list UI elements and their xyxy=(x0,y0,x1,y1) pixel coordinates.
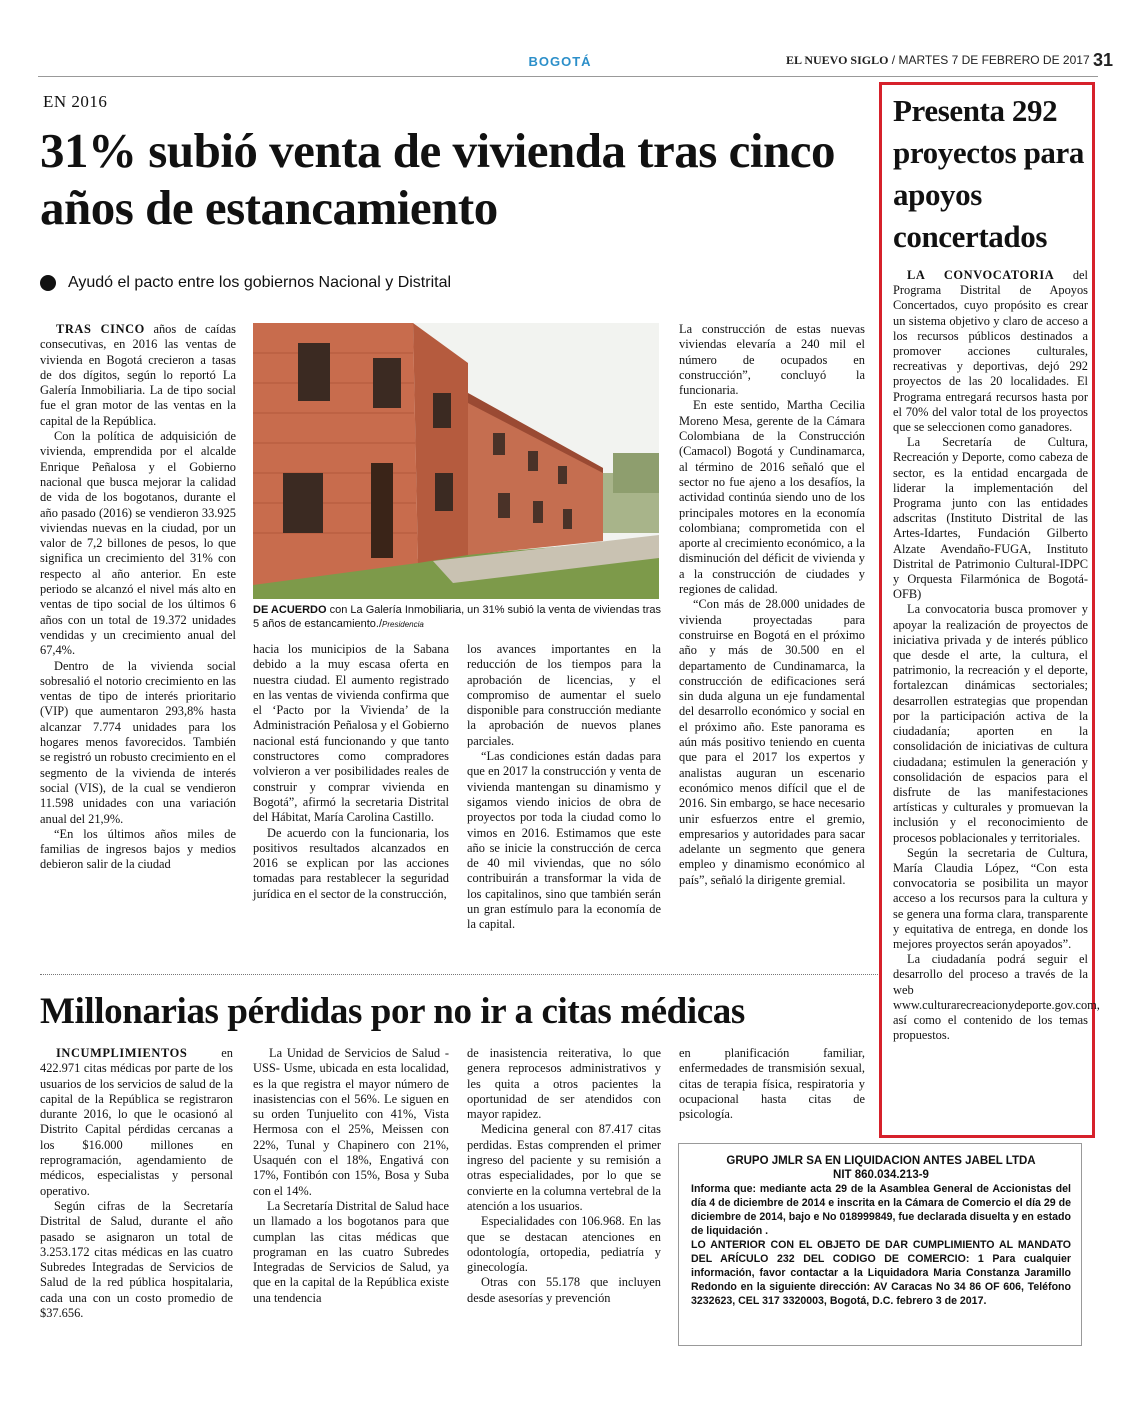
caption-text: con La Galería Inmobiliaria, un 31% subió la venta de viviendas tras 5 años de estancamiento./ xyxy=(253,604,662,630)
paragraph: De acuerdo con la funcionaria, los positivos resultados alcanzados en 2016 se explican por las acciones tomadas para restablecer la seguridad jurídica en el sector de la construcción, xyxy=(253,825,449,901)
article-column-2 xyxy=(253,642,449,902)
paragraph: Con la política de adquisición de vivienda, emprendida por el alcalde Enrique Peñalosa y el Gobierno nacional que busca mejorar la calidad de vida de los bogotanos, durante el año pasado (2016) se vendieron 33.925 viviendas nuevas en la ciudad, por un valor de 7,2 billones de pesos, lo que significa un crecimiento del 31% con respecto al año anterior. En este periodo se alcanzó el nivel más alto en ventas de tipo social de los últimos 6 años con un total de 19.372 unidades vendidas y un crecimiento anual del 67,4%. xyxy=(40,429,236,658)
section-label: BOGOTÁ xyxy=(528,54,592,69)
paragraph: Según cifras de la Secretaría Distrital de Salud, durante el año pasado se asignaron un total de 3.253.172 citas médicas en las cuatro Subredes Integradas de Servicios de Salud de la red pública hospitalaria, cada una con un costo promedio de $37.656. xyxy=(40,1198,233,1321)
notice-paragraph: LO ANTERIOR CON EL OBJETO DE DAR CUMPLIMIENTO AL MANDATO DEL ARÍCULO 232 DEL CODIGO DE COMERCIO: 1 Para cualquier información, favor contactar a la Liquidadora Maria Constanza Jaramillo Redondo en la siguiente dirección: AV Caracas No 34 86 OF 606, Teléfono 3232623, CEL 317 3320003, Bogotá, D.C. febrero 3 de 2017. xyxy=(691,1239,1071,1307)
paragraph: de inasistencia reiterativa, lo que genera reprocesos administrativos y les quita a otros pacientes la oportunidad de ser atendidos con mayor rapidez. xyxy=(467,1046,661,1122)
paragraph xyxy=(40,1046,233,1199)
page-number: 31 xyxy=(1092,50,1113,70)
paragraph: “En los últimos años miles de familias de ingresos bajos y medios debieron salir de la ciudad xyxy=(40,826,236,872)
paragraph: en planificación familiar, enfermedades de transmisión sexual, citas de terapia física, respiratoria y ocupacional hasta citas de psicología. xyxy=(679,1046,865,1122)
notice-paragraph: Informa que: mediante acta 29 de la Asamblea General de Accionistas del día 4 de diciembre de 2014 e inscrita en la Cámara de Comercio el día 29 de diciembre de 2014, bajo e No 018999849, fue declarada disuelta y en estado de liquidación . xyxy=(691,1183,1071,1237)
notice-title: GRUPO JMLR SA EN LIQUIDACION ANTES JABEL LTDA xyxy=(726,1155,1036,1167)
paragraph: Otras con 55.178 que incluyen desde asesorías y prevención xyxy=(467,1275,661,1305)
sidebar-title: Presenta 292 proyectos para apoyos concertados xyxy=(893,93,1084,254)
article-headline: 31% subió venta de vivienda tras cinco años de estancamiento xyxy=(40,123,835,235)
paragraph: “Las condiciones están dadas para que en 2017 la construcción y venta de vivienda mantengan su dinamismo y sigamos viendo inicios de obra de proyectos por toda la ciudad como lo vimos en 2016. Estimamos que este año se inicie la construcción de cerca de 40 mil viviendas, que no sólo contribuirán a transformar la vida de los capitalinos, sino que también serán un gran estímulo para la economía de la capital. xyxy=(467,749,661,932)
legal-notice xyxy=(678,1143,1082,1346)
paragraph: La Secretaría de Cultura, Recreación y Deporte, como cabeza de sector, es la entidad encargada de liderar la implementación del Programa junto con las entidades adscritas (Instituto Distrital de las Artes-Idartes, Fundación Gilberto Alzate Avendaño-FUGA, Instituto Distrital de Patrimonio Cultural-IDPC y Orquesta Filarmónica de Bogotá-OFB) xyxy=(893,435,1088,602)
photo-caption xyxy=(253,603,663,632)
paragraph xyxy=(40,322,236,429)
paragraph: La Secretaría Distrital de Salud hace un llamado a los bogotanos para que cumplan las citas médicas que programan en las cuatro Subredes Integradas de Servicios de Salud, ya que en la capital de la República existe una tendencia xyxy=(253,1198,449,1305)
issue-date: / MARTES 7 DE FEBRERO DE 2017 xyxy=(891,53,1090,67)
caption-lead: DE ACUERDO xyxy=(253,604,327,616)
paragraph xyxy=(893,268,1088,435)
paragraph-text: del Programa Distrital de Apoyos Concertados, cuyo propósito es crear un sistema objetivo y claro de acceso a los recursos públicos destinados a promover acciones culturales, recreativas y deportivas, dejó 292 proyectos de las 20 localidades. El Programa entregará recursos hasta por el 70% del valor total de los proyectos que se seleccionen como ganadores. xyxy=(893,268,1088,435)
paragraph: Según la secretaria de Cultura, María Claudia López, “Con esta convocatoria se posibilita un mayor acceso a los recursos para la cultura y se genera una forma clara, transparente y equitativa de entrega, en donde los mejores proyectos serán apoyados”. xyxy=(893,845,1088,951)
paragraph: La ciudadanía podrá seguir el desarrollo del proceso a través de la web www.culturarecreacionydeporte.gov.com, así como el contenido de los temas propuestos. xyxy=(893,952,1100,1043)
article2-column-4 xyxy=(679,1046,865,1122)
masthead xyxy=(786,50,1113,71)
paper-name: EL NUEVO SIGLO xyxy=(785,53,889,67)
article-deck xyxy=(40,274,451,292)
paragraph: Dentro de la vivienda social sobresalió el notorio crecimiento en las ventas de tipo de interés prioritario (VIP) que aumentaron 293,8% hasta alcanzar 7.774 unidades para los hogares menos favorecidos. También se registró un robusto crecimiento en el segmento de la vivienda de interés social (VIS), de la cual se vendieron 11.598 unidades con una variación anual del 21,9%. xyxy=(40,658,236,826)
paragraph: Especialidades con 106.968. En las que se destacan atenciones en odontología, ortopedia, pediatría y ginecología. xyxy=(467,1214,661,1275)
article2-column-2 xyxy=(253,1046,449,1306)
paragraph: La convocatoria busca promover y apoyar la realización de proyectos de iniciativa privada y de interés público que desde el arte, la cultura, el patrimonio, la recreación y el deporte, fortalezcan dinámicas sectoriales; desarrollen estrategias que propendan por la participación activa de la ciudadanía; aporten en la consolidación de iniciativas de cultura ciudadana; estimulen la generación y consolidación de espacios para el disfrute de las manifestaciones artísticas y culturales y promuevan la inclusión y el reconocimiento de procesos poblacionales y territoriales. xyxy=(893,602,1088,845)
article2-column-3 xyxy=(467,1046,661,1306)
paragraph: La Unidad de Servicios de Salud -USS- Usme, ubicada en esta localidad, es la que registra el mayor número de inasistencias con el 56%. Le siguen en su orden Tunjuelito con 41%, Vista Hermosa con el 25%, Meissen con 22%, Tunal y Chapinero con 21%, Usaquén con el 18%, Engativá con 17%, Fontibón con 15%, Bosa y Suba con el 14%. xyxy=(253,1046,449,1198)
header-rule xyxy=(38,76,1098,77)
article-column-1 xyxy=(40,322,236,873)
notice-nit: NIT 860.034.213-9 xyxy=(833,1169,929,1181)
article-column-3 xyxy=(467,642,661,933)
bullet-icon xyxy=(40,275,56,291)
housing-photo-image xyxy=(253,323,659,599)
photo-credit: Presidencia xyxy=(382,620,424,629)
lead-in: TRAS CINCO xyxy=(56,322,145,336)
paragraph: La construcción de estas nuevas viviendas elevaría a 240 mil el número de ocupados en construcción”, concluyó la funcionaria. xyxy=(679,322,865,398)
article-column-4 xyxy=(679,322,865,888)
lead-in: LA CONVOCATORIA xyxy=(907,268,1055,282)
paragraph: Medicina general con 87.417 citas perdidas. Estas comprenden el primer ingreso del paciente y su remisión a otras especialidades, por lo que se convierte en la columna vertebral de la atención a los usuarios. xyxy=(467,1122,661,1213)
sidebar-body xyxy=(893,268,1100,1043)
article2-headline: Millonarias pérdidas por no ir a citas médicas xyxy=(40,991,745,1032)
article2-column-1 xyxy=(40,1046,233,1321)
housing-photo xyxy=(253,323,659,599)
paragraph: hacia los municipios de la Sabana debido a la muy escasa oferta en nuestra ciudad. El aumento registrado en las ventas de vivienda confirma que el ‘Pacto por la Vivienda’ de la Administración Peñalosa y el Gobierno nacional está funcionando y que tanto constructores como compradores volvieron a ver posibilidades reales de construir y comprar vivienda en Bogotá”, afirmó la secretaria Distrital del Hábitat, María Carolina Castillo. xyxy=(253,642,449,825)
article-kicker: EN 2016 xyxy=(43,92,108,111)
lead-in: INCUMPLIMIENTOS xyxy=(56,1046,188,1060)
paragraph: los avances importantes en la reducción de los tiempos para la aprobación de licencias, y el compromiso de aumentar el suelo disponible para construcción mediante la aprobación de nuevos planes parciales. xyxy=(467,642,661,748)
paragraph: “Con más de 28.000 unidades de vivienda proyectadas para construirse en Bogotá en el próximo año y más de 30.500 en el departamento de Cundinamarca, la construcción de edificaciones será sin duda alguna un eje fundamental del desarrollo económico y social en el próximo año. Este panorama es aún más positivo teniendo en cuenta que para el 2017 los expertos y analistas auguran un escenario económico menos difícil que el de 2016. Sin embargo, se hace necesario unir esfuerzos entre el gremio, empresarios y autoridades para sacar adelante un segmento que genera empleo y dinamismo económico al país”, señaló la dirigente gremial. xyxy=(679,597,865,887)
deck-text: Ayudó el pacto entre los gobiernos Nacional y Distrital xyxy=(68,274,452,291)
paragraph-text: años de caídas consecutivas, en 2016 las ventas de vivienda en Bogotá crecieron a tasas de dos dígitos, según lo reportó La Galería Inmobiliaria. La de tipo social fue el gran motor de las ventas en la capital de la República. xyxy=(40,322,236,428)
paragraph: En este sentido, Martha Cecilia Moreno Mesa, gerente de la Cámara Colombiana de la Construcción (Camacol) Bogotá y Cundinamarca, al término de 2016 señaló que el sector no fue ajeno a los desafíos, la actividad continúa siendo uno de los principales motores en la economía colombiana; comprometida con el aporte al crecimiento económico, a la disminución del déficit de vivienda y a la construcción de ciudades y regiones de calidad. xyxy=(679,398,865,597)
section-divider xyxy=(40,974,878,975)
paragraph-text: en 422.971 citas médicas por parte de los usuarios de los servicios de salud de la capital de la República se registraron durante 2016, lo que le ocasionó al Distrito Capital pérdidas cercanas a los $16.000 millones en reprogramación, agendamiento de médicos, especialistas y personal operativo. xyxy=(40,1046,233,1198)
